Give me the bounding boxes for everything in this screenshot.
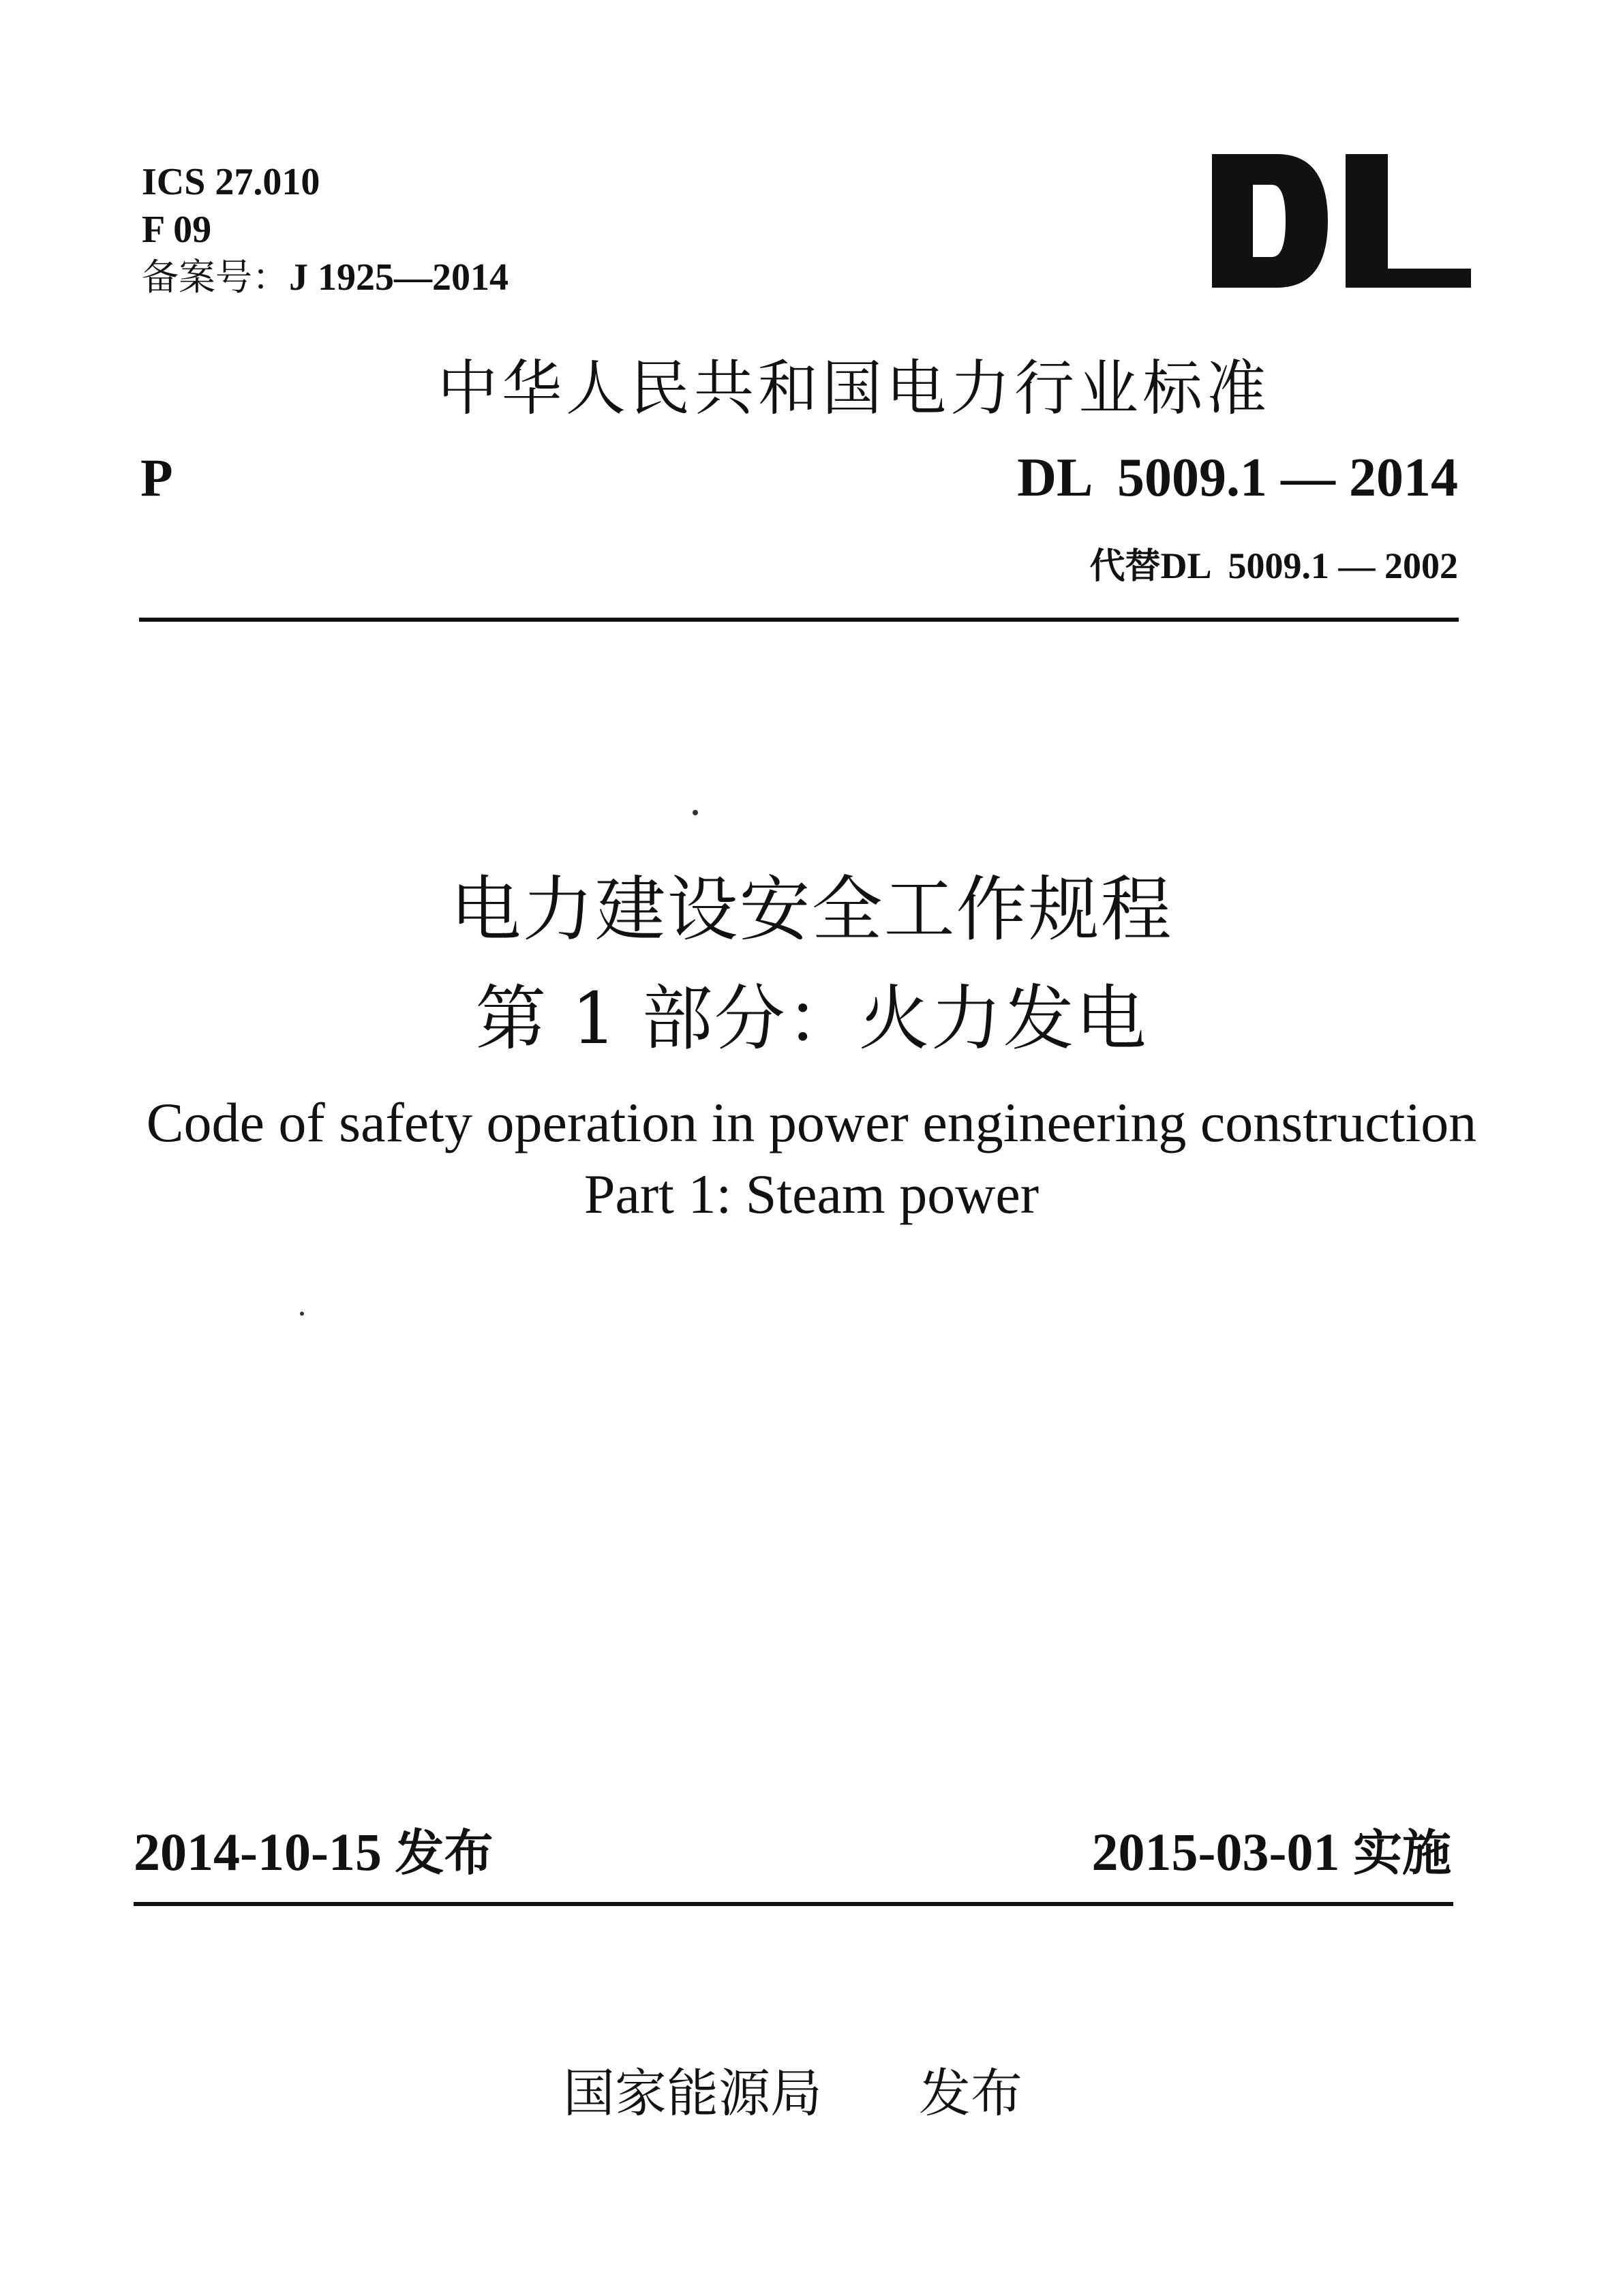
replaces-value: DL 5009.1 — 2002 [1160, 545, 1458, 586]
record-number-label: 备案号： [142, 256, 289, 299]
record-number [142, 254, 509, 301]
effective-date: 2015-03-01 [1091, 1822, 1340, 1882]
ccs-code: F 09 [142, 209, 212, 251]
publisher-name: 国家能源局 [563, 2063, 822, 2124]
footer-divider [134, 1902, 1453, 1906]
classification-letter: P [140, 448, 173, 507]
header-divider [139, 618, 1459, 622]
title-cn-line1: 电力建设安全工作规程 [450, 868, 1173, 951]
replaces-label: 代替 [1089, 546, 1161, 587]
issue-date: 2014-10-15 [134, 1822, 382, 1882]
record-number-value: J 1925—2014 [289, 256, 509, 299]
effective-date-line [1092, 1813, 1451, 1884]
issue-label: 发布 [395, 1824, 494, 1882]
effective-label: 实施 [1352, 1824, 1451, 1882]
speck-mark [300, 1312, 304, 1316]
title-en-line2: Part 1: Steam power [583, 1163, 1040, 1225]
speck-mark [693, 810, 698, 815]
replaces-line [1084, 525, 1458, 588]
title-cn-line2: 第 1 部分：火力发电 [475, 977, 1148, 1060]
standard-category-title: 中华人民共和国电力行业标准 [438, 353, 1271, 423]
publisher-label: 发布 [919, 2063, 1022, 2124]
title-en-line1: Code of safety operation in power engineering construction [146, 1091, 1477, 1153]
dl-logo [1212, 154, 1471, 288]
ics-code: ICS 27.010 [142, 161, 320, 203]
issue-date-line [134, 1813, 493, 1884]
standard-number: DL 5009.1 — 2014 [1017, 448, 1458, 508]
